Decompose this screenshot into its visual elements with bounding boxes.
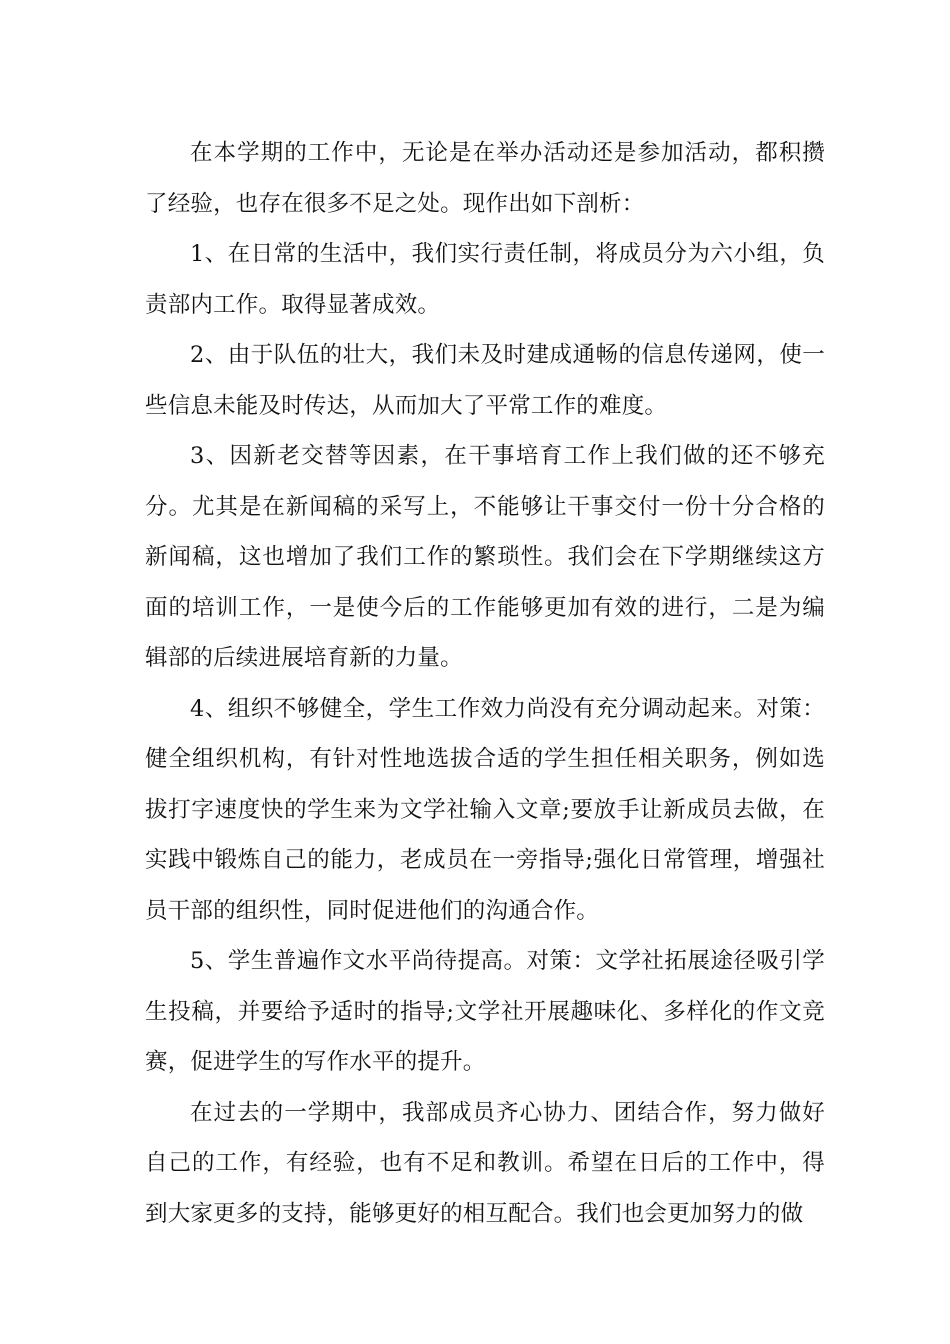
paragraph-item-1: 1、在日常的生活中，我们实行责任制，将成员分为六小组，负责部内工作。取得显著成效。	[145, 241, 825, 318]
paragraph-item-4: 4、组织不够健全，学生工作效力尚没有充分调动起来。对策：健全组织机构，有针对性地选拔合适的学生担任相关职务，例如选拔打字速度快的学生来为文学社输入文章;要放手让新成员去做，在实践中锻炼自己的能力，老成员在一旁指导;强化日常管理，增强社员干部的组织性，同时促进他们的沟通合作。	[145, 695, 825, 924]
paragraph-item-5: 5、学生普遍作文水平尚待提高。对策：文学社拓展途径吸引学生投稿，并要给予适时的指导;文学社开展趣味化、多样化的作文竞赛，促进学生的写作水平的提升。	[145, 948, 825, 1075]
document-body	[145, 128, 825, 1239]
paragraph-item-3: 3、因新老交替等因素，在干事培育工作上我们做的还不够充分。尤其是在新闻稿的采写上，不能够让干事交付一份十分合格的新闻稿，这也增加了我们工作的繁琐性。我们会在下学期继续这方面的培训工作，一是使今后的工作能够更加有效的进行，二是为编辑部的后续进展培育新的力量。	[145, 443, 825, 671]
paragraph-item-2: 2、由于队伍的壮大，我们未及时建成通畅的信息传递网，使一些信息未能及时传达，从而加大了平常工作的难度。	[145, 342, 825, 419]
paragraph-conclusion: 在过去的一学期中，我部成员齐心协力、团结合作，努力做好自己的工作，有经验，也有不足和教训。希望在日后的工作中，得到大家更多的支持，能够更好的相互配合。我们也会更加努力的做	[145, 1099, 825, 1227]
paragraph-intro: 在本学期的工作中，无论是在举办活动还是参加活动，都积攒了经验，也存在很多不足之处。现作出如下剖析：	[145, 140, 825, 217]
